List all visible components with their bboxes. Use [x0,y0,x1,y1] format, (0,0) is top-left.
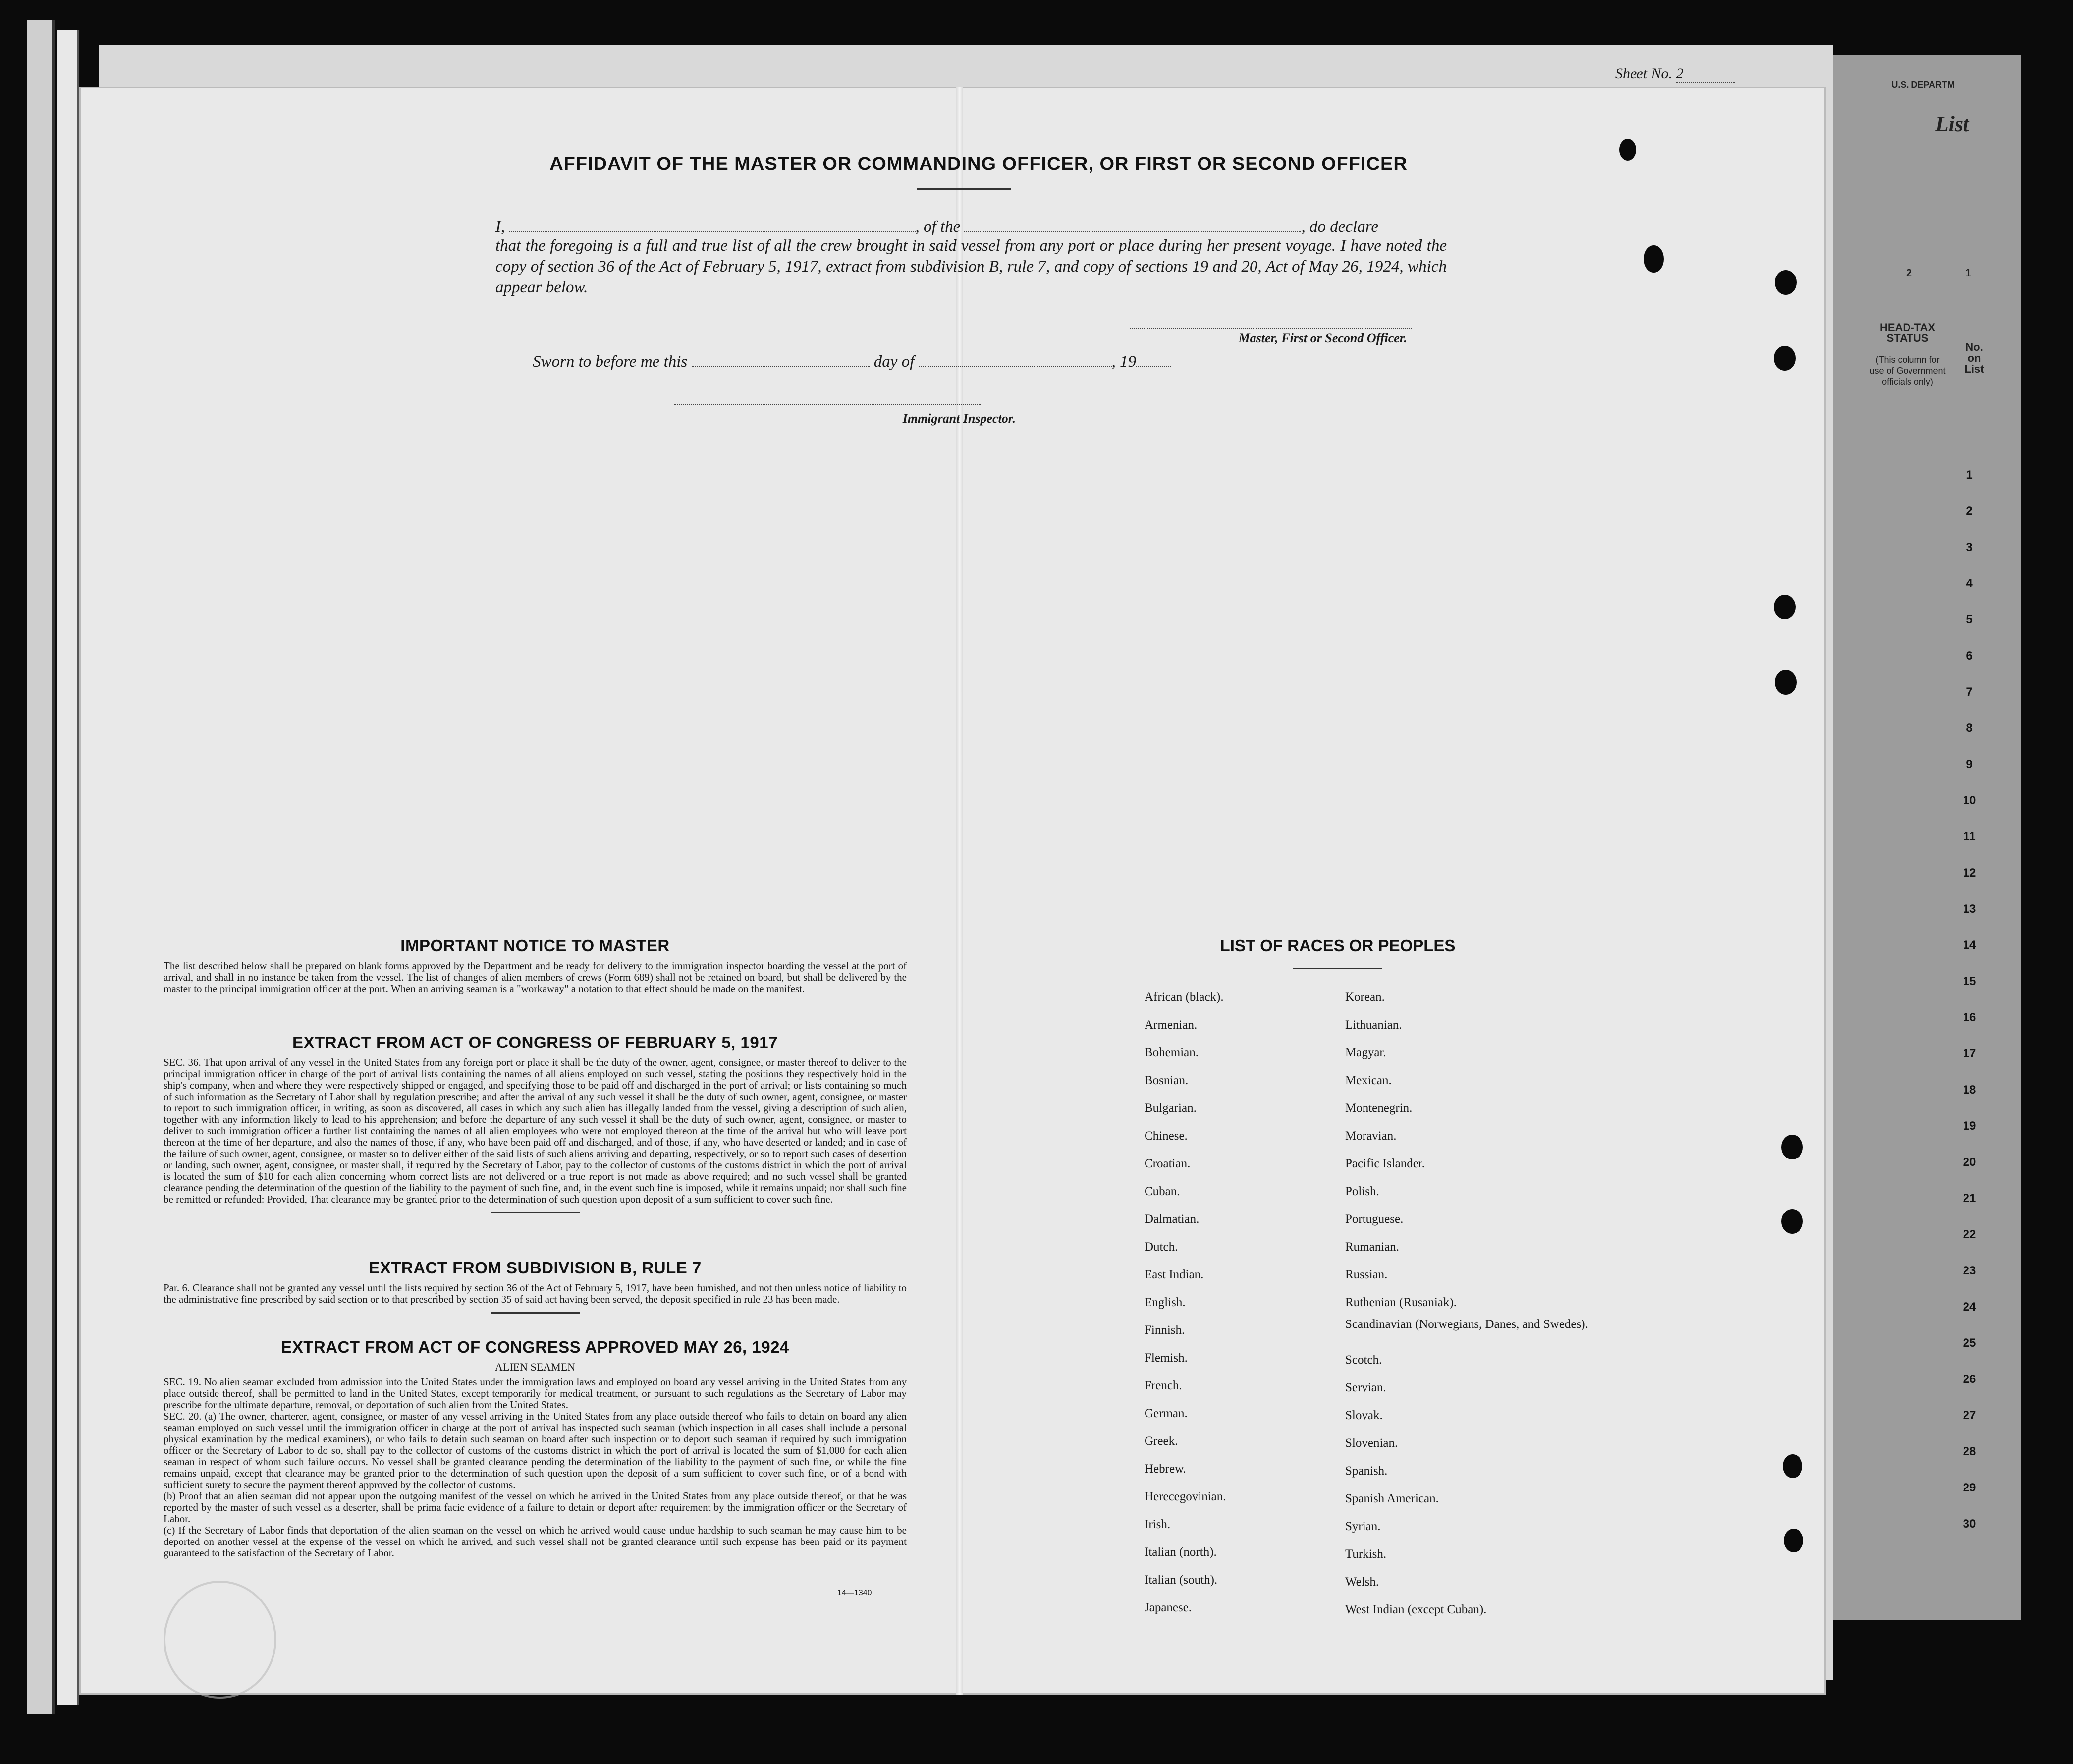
race-item: Finnish. [1145,1323,1185,1337]
row-number: 26 [1963,1373,1976,1386]
extract-1917-title: EXTRACT FROM ACT OF CONGRESS OF FEBRUARY 5, 1917 [292,1033,778,1051]
race-item: Rumanian. [1345,1240,1400,1254]
faded-stamp [164,1581,276,1699]
row-number: 2 [1966,504,1973,518]
row-number: 13 [1963,902,1976,916]
declare-label: , do declare [1301,218,1378,236]
form-number: 14—1340 [837,1589,872,1597]
affidavit-title: AFFIDAVIT OF THE MASTER OR COMMANDING OFFICER, OR FIRST OR SECOND OFFICER [549,154,1408,174]
divider [491,1312,580,1314]
row-number: 7 [1966,685,1973,699]
row-number: 14 [1963,938,1976,952]
affidavit-body: that the foregoing is a full and true list of all the crew brought in said vessel from any port or place during her present voyage. I have noted the copy of section 36 of the Act of February 5, 1917, extract from subdivision B, rule 7, and copy of sections 19 and 20, Act of May 26, 1924, which appear below. [495,237,1447,296]
row-number: 8 [1966,721,1973,735]
row-number: 22 [1963,1228,1976,1241]
inspector-label: Immigrant Inspector. [902,411,1016,426]
declarant-name-field[interactable] [509,231,916,232]
race-item: Dalmatian. [1145,1213,1200,1226]
row-number: 28 [1963,1445,1976,1458]
race-item: Japanese. [1145,1601,1192,1614]
head-tax-note: (This column for use of Government officials only) [1869,355,1946,386]
row-number: 16 [1963,1011,1976,1024]
row-number: 15 [1963,975,1976,988]
race-item: English. [1145,1296,1186,1309]
sworn-month-field[interactable] [919,366,1112,367]
subdivision-b-title: EXTRACT FROM SUBDIVISION B, RULE 7 [369,1259,702,1277]
list-word: List [1935,112,1969,136]
row-number: 20 [1963,1156,1976,1169]
race-item: Bohemian. [1145,1046,1199,1059]
race-item: Korean. [1345,991,1385,1004]
number-on-list-header: No. on List [1964,341,1984,375]
row-number: 30 [1963,1517,1976,1531]
races-column-1 [1145,984,1318,1622]
inspector-signature-field[interactable] [674,404,981,405]
punch-hole [1775,670,1797,695]
punch-hole [1781,1135,1803,1159]
races-column-2 [1345,984,1623,1624]
race-item: Croatian. [1145,1157,1191,1170]
races-title: LIST OF RACES OR PEOPLES [1220,937,1456,955]
row-number: 23 [1963,1264,1976,1277]
race-item: Montenegrin. [1345,1102,1413,1115]
divider [1293,968,1382,969]
section-19-text: SEC. 19. No alien seaman excluded from admission into the United States under the immigration laws and employed on board any vessel arriving in the United States from any place outside thereof, shall be permitted to land in the United States, except temporarily for medical treatment, or pursuant to such regulations as the Secretary of Labor may prescribe for the ultimate departure, removal, or deportation of such alien from the United States. [164,1376,907,1411]
subdivision-b-section [164,1259,907,1314]
race-item: Irish. [1145,1518,1171,1531]
head-tax-status-header: HEAD-TAX STATUS [1879,321,1936,344]
row-number: 29 [1963,1481,1976,1494]
sheet-number-label: Sheet No. [1615,65,1672,82]
extract-1917-section [164,1033,907,1213]
race-item: Italian (south). [1145,1573,1218,1587]
race-item: Cuban. [1145,1185,1180,1198]
year-label: , 19 [1111,353,1137,371]
race-item: French. [1145,1379,1182,1392]
race-item: Portuguese. [1345,1213,1404,1226]
race-item: Lithuanian. [1345,1018,1402,1032]
race-item: East Indian. [1145,1268,1204,1281]
row-number: 12 [1963,866,1976,880]
punch-hole [1774,595,1796,619]
notice-title: IMPORTANT NOTICE TO MASTER [400,937,670,955]
section-20b-text: (b) Proof that an alien seaman did not appear upon the outgoing manifest of the vessel on which he arrived in the United States from any place outside thereof, or that he was reported by the master of such vessel as a deserter, shall be prima facie evidence of a failure to detain or deport after requirement by the immigration officer or the Secretary of Labor. [164,1490,907,1525]
row-number: 19 [1963,1119,1976,1133]
race-item: Bulgarian. [1145,1102,1197,1115]
row-number: 21 [1963,1192,1976,1205]
row-number: 17 [1963,1047,1976,1060]
race-item: Russian. [1345,1268,1388,1281]
of-the-label: , of the [915,218,961,236]
department-header: U.S. DEPARTM [1891,80,1955,90]
affidavit-declaration-line [495,218,1447,236]
race-item: Spanish. [1345,1464,1388,1478]
race-item: Hebrew. [1145,1462,1186,1476]
punch-hole [1781,1209,1803,1234]
punch-hole [1774,346,1796,371]
vessel-name-field[interactable] [964,231,1301,232]
race-item: Polish. [1345,1185,1379,1198]
race-item: Flemish. [1145,1351,1188,1365]
next-page-strip [1833,55,2021,1620]
section-20a-text: SEC. 20. (a) The owner, charterer, agent, consignee, or master of any vessel arriving in the United States from any place outside thereof who fails to detain on board any alien seaman employed on such vessel until the immigration officer in charge at the port of arrival has inspected such seaman (which inspection in all cases shall include a personal physical examination by the medical examiners), or who fails to detain such seaman on board after such inspection or to deport such seaman if required by such immigration officer or the Secretary of Labor to do so, shall pay to the collector of customs of the customs district in which the port of arrival is located the sum of $1,000 for each alien seaman in respect of whom such failure occurs. No vessel shall be granted clearance pending the determination of the liability to the payment of such fine, or while the fine remains unpaid, except that clearance may be granted prior to the determination of such question upon the deposit of a sum sufficient to cover such fine, or of a bond with sufficient surety to secure the payment thereof approved by the collector of customs. [164,1410,907,1490]
divider [491,1212,580,1213]
signature-label: Master, First or Second Officer. [1238,331,1407,345]
signature-field[interactable] [1130,328,1412,329]
race-item: Mexican. [1345,1074,1392,1087]
race-item: Slovak. [1345,1409,1383,1422]
punch-hole [1644,245,1664,273]
race-item: Herecegovinian. [1145,1490,1226,1503]
race-item: Turkish. [1345,1547,1387,1561]
race-item: Scandinavian (Norwegians, Danes, and Swedes). [1345,1318,1588,1331]
row-number: 6 [1966,649,1973,662]
row-number: 1 [1966,468,1973,482]
race-item: Armenian. [1145,1018,1198,1032]
sworn-label: Sworn to before me this [533,353,688,371]
row-number: 27 [1963,1409,1976,1422]
extract-1917-text: SEC. 36. That upon arrival of any vessel in the United States from any foreign port or place it shall be the duty of the owner, agent, consignee, or master thereof to deliver to the principal immigration officer in charge of the port of arrival lists containing the names of all aliens employed on such vessel, stating the positions they respectively hold in the ship's company, when and where they were respectively shipped or engaged, and specifying those to be paid off and discharged in the port of arrival; or lists containing so much of such information as the Secretary of Labor shall by regulation prescribe; and after the arrival of any such vessel it shall be the duty of such owner, agent, consignee, or master to report to such immigration officer, in writing, as soon as discovered, all cases in which any such alien has illegally landed from the vessel, giving a description of such alien, together with any information likely to lead to his apprehension; and before the departure of any such vessel it shall be the duty of such owner, agent, consignee, or master to deliver to such immigration officer a further list containing the names of all alien employees who were not employed thereon at the time of the arrival but who will leave port thereon at the time of her departure, and also the names of those, if any, who have been paid off and discharged, and of those, if any, who have deserted or landed; and in case of the failure of such owner, agent, consignee, or master so to deliver either of the said lists of such aliens arriving and departing, respectively, or so to report such cases of desertion or landing, such owner, agent, consignee, or master shall, if required by the Secretary of Labor, pay to the collector of customs of the customs district in which the port of arrival is located the sum of $10 for each alien concerning whom correct lists are not delivered or a true report is not made as above required; and no such vessel shall be granted clearance pending the determination of the question of the liability to the payment of such fine, and, in the event such fine is imposed, while it remains unpaid; nor shall such fine be remitted or refunded: Provided, That clearance may be granted prior to the determination of such question upon deposit of a sum sufficient to cover such fine. [164,1056,907,1205]
race-item: Spanish American. [1345,1492,1439,1505]
race-item: Moravian. [1345,1129,1397,1143]
race-item: German. [1145,1407,1188,1420]
sheet-number-value: 2 [1676,65,1735,83]
row-number: 18 [1963,1083,1976,1097]
race-item: Magyar. [1345,1046,1386,1059]
race-item: African (black). [1145,991,1224,1004]
race-item: Syrian. [1345,1520,1381,1533]
race-item: Ruthenian (Rusaniak). [1345,1296,1457,1309]
column-number-1: 1 [1965,267,1972,279]
row-number: 9 [1966,758,1973,771]
section-20c-text: (c) If the Secretary of Labor finds that deportation of the alien seaman on the vessel on which he arrived would cause undue hardship to such seaman he may cause him to be deported on another vessel at the expense of the vessel on which he arrived, and such vessel shall not be granted clearance until such expense has been paid or its payment guaranteed to the satisfaction of the Secretary of Labor. [164,1524,907,1559]
race-item: Servian. [1345,1381,1386,1394]
extract-1924-title: EXTRACT FROM ACT OF CONGRESS APPROVED MAY 26, 1924 [281,1338,789,1356]
race-item: Dutch. [1145,1240,1178,1254]
punch-hole [1783,1454,1802,1478]
alien-seamen-subtitle: ALIEN SEAMEN [495,1361,575,1373]
row-number: 10 [1963,794,1976,807]
notice-section [164,937,907,994]
race-item: Scotch. [1345,1353,1382,1367]
row-number: 5 [1966,613,1973,626]
row-number: 25 [1963,1336,1976,1350]
race-item: West Indian (except Cuban). [1345,1603,1487,1616]
race-item: Welsh. [1345,1575,1379,1589]
row-number: 3 [1966,541,1973,554]
notice-text: The list described below shall be prepared on blank forms approved by the Department and be ready for delivery to the immigration inspector boarding the vessel at the port of arrival, and shall in no instance be taken from the vessel. The list of changes of alien members of crews (Form 689) shall not be retained on board, but shall be delivered by the master to the principal immigration officer at the port. When an arriving seaman is a "workaway" a notation to that effect should be made on the manifest. [164,960,907,994]
row-number: 24 [1963,1300,1976,1314]
extract-1924-section [164,1338,907,1559]
sworn-line [533,353,1474,371]
page-edge [57,30,79,1705]
sheet-number [1615,65,1764,83]
sworn-day-field[interactable] [692,366,870,367]
race-item: Slovenian. [1345,1436,1398,1450]
punch-hole [1619,139,1636,161]
sworn-year-field[interactable] [1136,366,1171,367]
divider [917,188,1011,190]
column-number-2: 2 [1906,267,1912,279]
subdivision-b-text: Par. 6. Clearance shall not be granted any vessel until the lists required by section 36 of the Act of February 5, 1917, have been furnished, and not then unless notice of liability to the administrative fine prescribed by said section or to that prescribed by section 35 of said act having been served, the deposit specified in rule 23 has been made. [164,1282,907,1305]
race-item: Italian (north). [1145,1545,1217,1559]
punch-hole [1775,270,1797,295]
race-item: Bosnian. [1145,1074,1189,1087]
punch-hole [1784,1529,1803,1552]
row-number: 11 [1963,830,1976,843]
day-of-label: day of [873,353,915,371]
binder-edge [27,20,55,1714]
page-fold [956,87,963,1695]
row-number: 4 [1966,577,1973,590]
declarant-prefix: I, [495,218,505,236]
race-item: Pacific Islander. [1345,1157,1425,1170]
race-item: Greek. [1145,1434,1178,1448]
race-item: Chinese. [1145,1129,1188,1143]
